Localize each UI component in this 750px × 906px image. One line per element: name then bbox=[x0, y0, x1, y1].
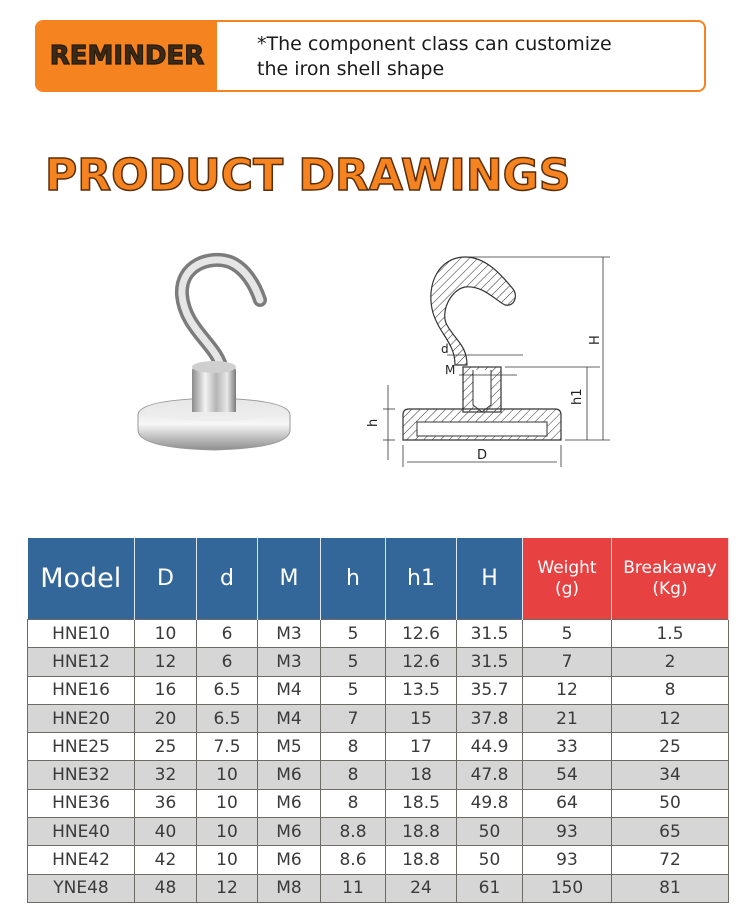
cell-h: 8.8 bbox=[321, 818, 386, 846]
product-photo-magnetic-hook bbox=[130, 250, 310, 465]
reminder-text-line1: *The component class can customize bbox=[257, 33, 612, 55]
reminder-banner bbox=[35, 20, 706, 92]
cell-h1: 24 bbox=[386, 874, 457, 902]
col-header-D: D bbox=[135, 538, 197, 620]
table-row bbox=[28, 676, 729, 704]
cell-breakaway: 2 bbox=[612, 648, 729, 676]
cell-model: HNE36 bbox=[28, 789, 135, 817]
col-header-weight-unit: (g) bbox=[554, 578, 580, 599]
cell-breakaway: 1.5 bbox=[612, 620, 729, 648]
cell-breakaway: 25 bbox=[612, 733, 729, 761]
cell-breakaway: 50 bbox=[612, 789, 729, 817]
table-row bbox=[28, 620, 729, 648]
cell-d: 12 bbox=[197, 874, 258, 902]
cell-d: 6 bbox=[197, 620, 258, 648]
cell-model: HNE25 bbox=[28, 733, 135, 761]
col-header-h1: h1 bbox=[386, 538, 457, 620]
col-header-model: Model bbox=[28, 538, 135, 620]
cell-h1: 15 bbox=[386, 704, 457, 732]
cell-D: 20 bbox=[135, 704, 197, 732]
cell-weight: 64 bbox=[523, 789, 612, 817]
cell-h: 8 bbox=[321, 761, 386, 789]
col-header-breakaway-unit: (Kg) bbox=[652, 578, 688, 599]
cell-M: M4 bbox=[258, 704, 321, 732]
cell-D: 32 bbox=[135, 761, 197, 789]
cell-h: 5 bbox=[321, 648, 386, 676]
cell-h: 11 bbox=[321, 874, 386, 902]
cell-D: 48 bbox=[135, 874, 197, 902]
cell-M: M6 bbox=[258, 789, 321, 817]
cell-M: M8 bbox=[258, 874, 321, 902]
cell-D: 16 bbox=[135, 676, 197, 704]
cell-model: HNE32 bbox=[28, 761, 135, 789]
cell-weight: 33 bbox=[523, 733, 612, 761]
col-header-h: h bbox=[321, 538, 386, 620]
cell-h1: 18 bbox=[386, 761, 457, 789]
cell-H: 44.9 bbox=[457, 733, 523, 761]
cell-model: HNE10 bbox=[28, 620, 135, 648]
cell-model: YNE48 bbox=[28, 874, 135, 902]
cell-weight: 5 bbox=[523, 620, 612, 648]
cell-D: 12 bbox=[135, 648, 197, 676]
cell-d: 7.5 bbox=[197, 733, 258, 761]
cell-weight: 7 bbox=[523, 648, 612, 676]
dim-label-M: M bbox=[445, 363, 456, 377]
col-header-d: d bbox=[197, 538, 258, 620]
cell-H: 47.8 bbox=[457, 761, 523, 789]
col-header-H: H bbox=[457, 538, 523, 620]
cell-h1: 18.8 bbox=[386, 846, 457, 874]
cell-d: 10 bbox=[197, 789, 258, 817]
cell-M: M5 bbox=[258, 733, 321, 761]
dim-label-h1: h1 bbox=[570, 388, 585, 405]
cell-H: 31.5 bbox=[457, 620, 523, 648]
cell-D: 36 bbox=[135, 789, 197, 817]
col-header-weight bbox=[523, 538, 612, 620]
dim-label-D: D bbox=[476, 448, 488, 463]
reminder-text bbox=[217, 22, 704, 90]
spec-table bbox=[27, 538, 729, 903]
col-header-M: M bbox=[258, 538, 321, 620]
cell-M: M3 bbox=[258, 648, 321, 676]
table-header-row bbox=[28, 538, 729, 620]
dim-label-h: h bbox=[366, 418, 381, 427]
table-row bbox=[28, 818, 729, 846]
cell-D: 42 bbox=[135, 846, 197, 874]
cell-h: 7 bbox=[321, 704, 386, 732]
cell-h1: 12.6 bbox=[386, 648, 457, 676]
cell-weight: 21 bbox=[523, 704, 612, 732]
technical-drawing bbox=[355, 245, 620, 470]
cell-d: 10 bbox=[197, 846, 258, 874]
cell-h1: 18.8 bbox=[386, 818, 457, 846]
cell-H: 49.8 bbox=[457, 789, 523, 817]
cell-model: HNE16 bbox=[28, 676, 135, 704]
cell-h1: 18.5 bbox=[386, 789, 457, 817]
cell-M: M6 bbox=[258, 761, 321, 789]
cell-M: M6 bbox=[258, 818, 321, 846]
cell-M: M3 bbox=[258, 620, 321, 648]
cell-H: 31.5 bbox=[457, 648, 523, 676]
cell-h: 8 bbox=[321, 733, 386, 761]
cell-weight: 150 bbox=[523, 874, 612, 902]
cell-H: 37.8 bbox=[457, 704, 523, 732]
cell-breakaway: 8 bbox=[612, 676, 729, 704]
reminder-tag bbox=[37, 22, 217, 90]
table-row bbox=[28, 874, 729, 902]
cell-h: 5 bbox=[321, 620, 386, 648]
cell-h: 5 bbox=[321, 676, 386, 704]
cell-model: HNE42 bbox=[28, 846, 135, 874]
cell-breakaway: 72 bbox=[612, 846, 729, 874]
table-row bbox=[28, 846, 729, 874]
cell-D: 40 bbox=[135, 818, 197, 846]
table-row bbox=[28, 648, 729, 676]
cell-weight: 93 bbox=[523, 846, 612, 874]
cell-h1: 13.5 bbox=[386, 676, 457, 704]
cell-M: M6 bbox=[258, 846, 321, 874]
cell-h1: 12.6 bbox=[386, 620, 457, 648]
cell-d: 6.5 bbox=[197, 676, 258, 704]
dim-label-d: d bbox=[441, 342, 449, 356]
col-header-breakaway bbox=[612, 538, 729, 620]
col-header-breakaway-label: Breakaway bbox=[623, 557, 717, 578]
cell-weight: 12 bbox=[523, 676, 612, 704]
reminder-tag-label: REMINDER bbox=[49, 41, 205, 71]
cell-d: 10 bbox=[197, 761, 258, 789]
cell-d: 10 bbox=[197, 818, 258, 846]
cell-weight: 93 bbox=[523, 818, 612, 846]
cell-H: 50 bbox=[457, 846, 523, 874]
cell-model: HNE12 bbox=[28, 648, 135, 676]
cell-breakaway: 12 bbox=[612, 704, 729, 732]
table-row bbox=[28, 704, 729, 732]
dim-label-H: H bbox=[588, 335, 603, 345]
table-row bbox=[28, 733, 729, 761]
cell-H: 50 bbox=[457, 818, 523, 846]
cell-D: 10 bbox=[135, 620, 197, 648]
cell-model: HNE20 bbox=[28, 704, 135, 732]
reminder-text-line2: the iron shell shape bbox=[257, 58, 445, 80]
cell-model: HNE40 bbox=[28, 818, 135, 846]
cell-M: M4 bbox=[258, 676, 321, 704]
cell-breakaway: 81 bbox=[612, 874, 729, 902]
cell-H: 61 bbox=[457, 874, 523, 902]
cell-h1: 17 bbox=[386, 733, 457, 761]
section-title: PRODUCT DRAWINGS bbox=[45, 150, 571, 201]
cell-d: 6 bbox=[197, 648, 258, 676]
col-header-weight-label: Weight bbox=[537, 557, 597, 578]
cell-H: 35.7 bbox=[457, 676, 523, 704]
cell-breakaway: 65 bbox=[612, 818, 729, 846]
cell-breakaway: 34 bbox=[612, 761, 729, 789]
table-row bbox=[28, 789, 729, 817]
cell-h: 8 bbox=[321, 789, 386, 817]
cell-d: 6.5 bbox=[197, 704, 258, 732]
cell-h: 8.6 bbox=[321, 846, 386, 874]
table-row bbox=[28, 761, 729, 789]
cell-D: 25 bbox=[135, 733, 197, 761]
cell-weight: 54 bbox=[523, 761, 612, 789]
